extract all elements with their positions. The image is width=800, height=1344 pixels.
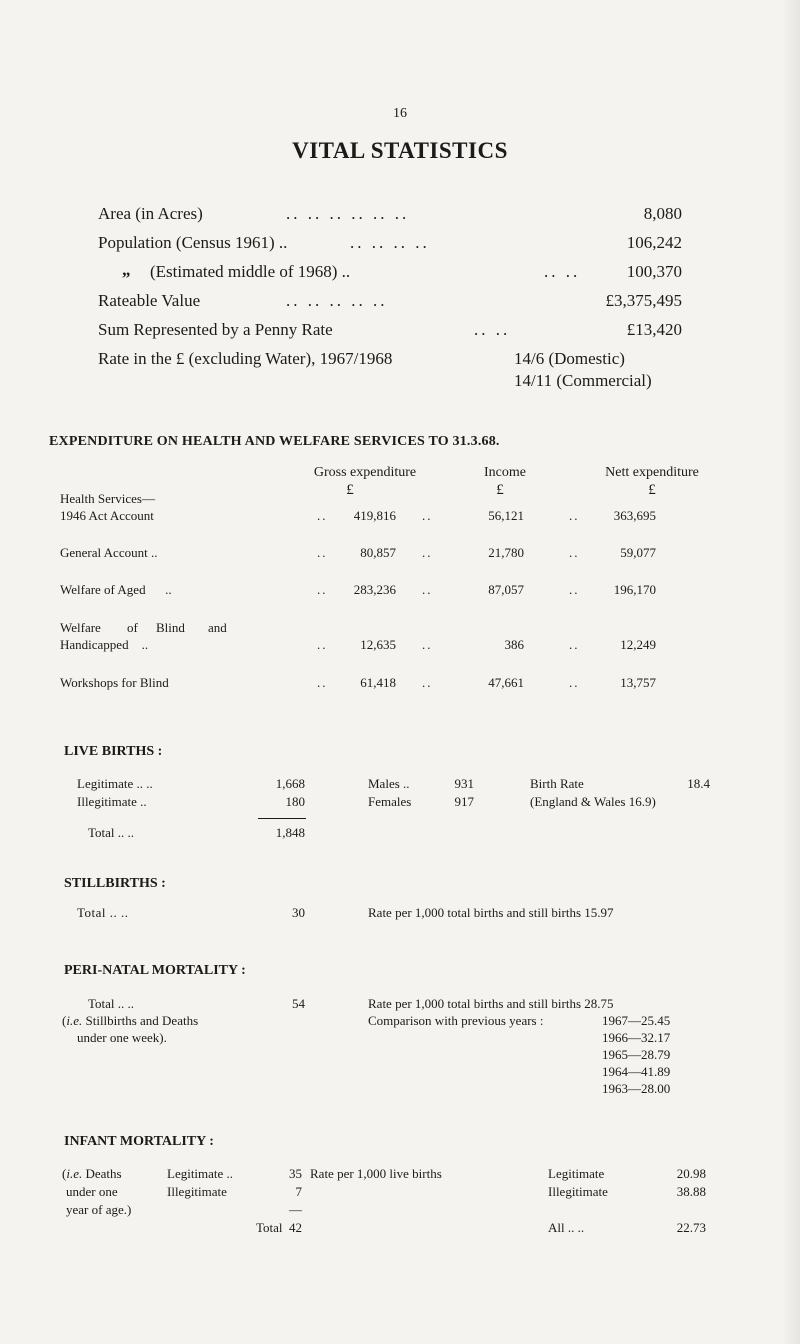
income-value: 386 xyxy=(504,637,524,652)
live-total-value: 1,848 xyxy=(275,825,305,840)
col-gross-currency: £ xyxy=(346,482,354,498)
mid-dots: .. xyxy=(569,508,580,523)
health-services-label: Health Services— xyxy=(60,491,155,506)
mid-dots: .. xyxy=(569,582,580,597)
expenditure-row-label: General Account .. xyxy=(60,545,158,560)
infant-note-line2: under one xyxy=(66,1184,118,1199)
stillbirths-rate: Rate per 1,000 total births and still births 15.97 xyxy=(368,905,614,920)
live-legit-value: 1,668 xyxy=(275,776,305,791)
population-estimated-dots: .. .. xyxy=(544,262,581,281)
expenditure-row-label: Handicapped .. xyxy=(60,637,149,652)
area-dots: .. .. .. .. .. .. xyxy=(286,204,410,223)
nett-value: 12,249 xyxy=(620,637,656,652)
gross-value: 12,635 xyxy=(360,637,396,652)
mid-dots: .. xyxy=(422,675,433,690)
comparison-year: 1965—28.79 xyxy=(602,1047,671,1062)
perinatal-rate: Rate per 1,000 total births and still births 28.75 xyxy=(368,996,614,1011)
income-value: 21,780 xyxy=(488,545,524,560)
rate-in-pound-label: Rate in the £ (excluding Water), 1967/1968 xyxy=(98,349,393,368)
blind-word-blind: Blind xyxy=(156,620,185,635)
infant-note-text: Deaths xyxy=(85,1166,122,1181)
income-value: 47,661 xyxy=(488,675,524,690)
females-label: Females xyxy=(368,794,412,809)
males-label: Males .. xyxy=(368,776,410,791)
comparison-year: 1963—28.00 xyxy=(602,1081,671,1096)
population-estimated-value: 100,370 xyxy=(626,262,682,281)
lead-dots: .. xyxy=(317,545,328,560)
ditto-mark: „ xyxy=(122,260,131,279)
lead-dots: .. xyxy=(317,675,328,690)
infant-note-line1: (i.e. Deaths xyxy=(62,1166,122,1181)
col-income-currency: £ xyxy=(496,482,504,498)
population-census-dots: .. .. .. .. xyxy=(350,233,430,252)
rate-domestic: 14/6 (Domestic) xyxy=(514,349,625,368)
expenditure-row-label: 1946 Act Account xyxy=(60,508,154,523)
expenditure-heading: EXPENDITURE ON HEALTH AND WELFARE SERVICES TO 31.3.68. xyxy=(49,434,500,449)
infant-legit-label: Legitimate .. xyxy=(167,1166,234,1181)
gross-value: 283,236 xyxy=(353,582,396,597)
live-legit-label: Legitimate .. .. xyxy=(77,776,153,791)
rateable-value: £3,375,495 xyxy=(605,291,682,310)
infant-note-line3: year of age.) xyxy=(66,1202,132,1217)
mid-dots: .. xyxy=(422,582,433,597)
stillbirths-heading: STILLBIRTHS : xyxy=(64,876,166,891)
live-illegit-value: 180 xyxy=(285,794,305,809)
population-estimated-label: (Estimated middle of 1968) .. xyxy=(150,262,351,281)
mid-dots: .. xyxy=(569,637,580,652)
population-census-value: 106,242 xyxy=(626,233,682,252)
perinatal-note-line2: under one week). xyxy=(77,1030,167,1045)
comparison-year: 1966—32.17 xyxy=(602,1030,671,1045)
infant-rate-label: Rate per 1,000 live births xyxy=(310,1166,442,1181)
perinatal-total-label: Total .. .. xyxy=(88,996,135,1011)
lead-dots: .. xyxy=(317,582,328,597)
live-births-heading: LIVE BIRTHS : xyxy=(64,744,163,759)
mid-dots: .. xyxy=(569,545,580,560)
population-census-label: Population (Census 1961) .. xyxy=(98,233,288,252)
income-value: 87,057 xyxy=(488,582,524,597)
nett-value: 13,757 xyxy=(620,675,656,690)
expenditure-row-label: Welfare of Aged .. xyxy=(60,582,172,597)
infant-rate-legit-value: 20.98 xyxy=(676,1166,706,1181)
infant-total-dash: — xyxy=(289,1202,302,1217)
col-gross-header: Gross expenditure xyxy=(313,465,417,480)
page-title: VITAL STATISTICS xyxy=(292,138,508,163)
infant-illegit-label: Illegitimate xyxy=(167,1184,227,1199)
total-rule xyxy=(258,818,306,819)
males-value: 931 xyxy=(454,776,474,791)
rateable-value-label: Rateable Value xyxy=(98,291,201,310)
nett-value: 196,170 xyxy=(613,582,656,597)
area-label: Area (in Acres) xyxy=(98,204,203,223)
comparison-label: Comparison with previous years : xyxy=(368,1013,544,1028)
stillbirths-total-value: 30 xyxy=(292,905,305,920)
birth-rate-value: 18.4 xyxy=(687,776,710,791)
live-illegit-label: Illegitimate .. xyxy=(77,794,147,809)
page-number: 16 xyxy=(393,106,407,121)
page-edge-shadow xyxy=(782,0,800,1344)
infant-rate-all-label: All .. .. xyxy=(548,1220,585,1235)
perinatal-note-text: Stillbirths and Deaths xyxy=(85,1013,199,1028)
mid-dots: .. xyxy=(422,637,433,652)
females-value: 917 xyxy=(454,794,474,809)
expenditure-row-label: Workshops for Blind xyxy=(60,675,169,690)
blind-word-and: and xyxy=(208,620,227,635)
live-total-label: Total .. .. xyxy=(88,825,135,840)
comparison-year: 1964—41.89 xyxy=(602,1064,671,1079)
infant-total-value: 42 xyxy=(289,1220,302,1235)
infant-rate-all-value: 22.73 xyxy=(676,1220,706,1235)
england-wales-rate: (England & Wales 16.9) xyxy=(530,794,656,809)
perinatal-note-ie: i.e. xyxy=(66,1013,83,1028)
nett-value: 363,695 xyxy=(613,508,656,523)
col-income-header: Income xyxy=(484,465,526,480)
infant-illegit-value: 7 xyxy=(295,1184,302,1199)
infant-rate-legit-label: Legitimate xyxy=(548,1166,605,1181)
gross-value: 419,816 xyxy=(353,508,396,523)
lead-dots: .. xyxy=(317,637,328,652)
infant-total-label: Total xyxy=(256,1220,283,1235)
perinatal-heading: PERI-NATAL MORTALITY : xyxy=(64,963,246,978)
mid-dots: .. xyxy=(569,675,580,690)
income-value: 56,121 xyxy=(488,508,524,523)
perinatal-note-line1: (i.e. Stillbirths and Deaths xyxy=(62,1013,199,1028)
penny-rate-value: £13,420 xyxy=(626,320,682,339)
infant-legit-value: 35 xyxy=(289,1166,302,1181)
rate-commercial: 14/11 (Commercial) xyxy=(514,371,652,390)
blind-word-welfare: Welfare xyxy=(60,620,101,635)
birth-rate-label: Birth Rate xyxy=(530,776,584,791)
gross-value: 80,857 xyxy=(360,545,396,560)
penny-rate-dots: .. .. xyxy=(474,320,511,339)
col-nett-header: Nett expenditure xyxy=(605,465,699,480)
area-value: 8,080 xyxy=(643,204,682,223)
comparison-year: 1967—25.45 xyxy=(602,1013,671,1028)
lead-dots: .. xyxy=(317,508,328,523)
mid-dots: .. xyxy=(422,545,433,560)
mid-dots: .. xyxy=(422,508,433,523)
nett-value: 59,077 xyxy=(620,545,656,560)
infant-heading: INFANT MORTALITY : xyxy=(64,1134,214,1149)
infant-rate-illegit-label: Illegitimate xyxy=(548,1184,608,1199)
infant-note-ie: i.e. xyxy=(66,1166,83,1181)
gross-value: 61,418 xyxy=(360,675,396,690)
penny-rate-label: Sum Represented by a Penny Rate xyxy=(98,320,333,339)
stillbirths-total-label: Total .. .. xyxy=(77,905,129,920)
rateable-value-dots: .. .. .. .. .. xyxy=(286,291,388,310)
perinatal-total-value: 54 xyxy=(292,996,305,1011)
blind-word-of: of xyxy=(127,620,138,635)
col-nett-currency: £ xyxy=(648,482,656,498)
infant-rate-illegit-value: 38.88 xyxy=(676,1184,706,1199)
